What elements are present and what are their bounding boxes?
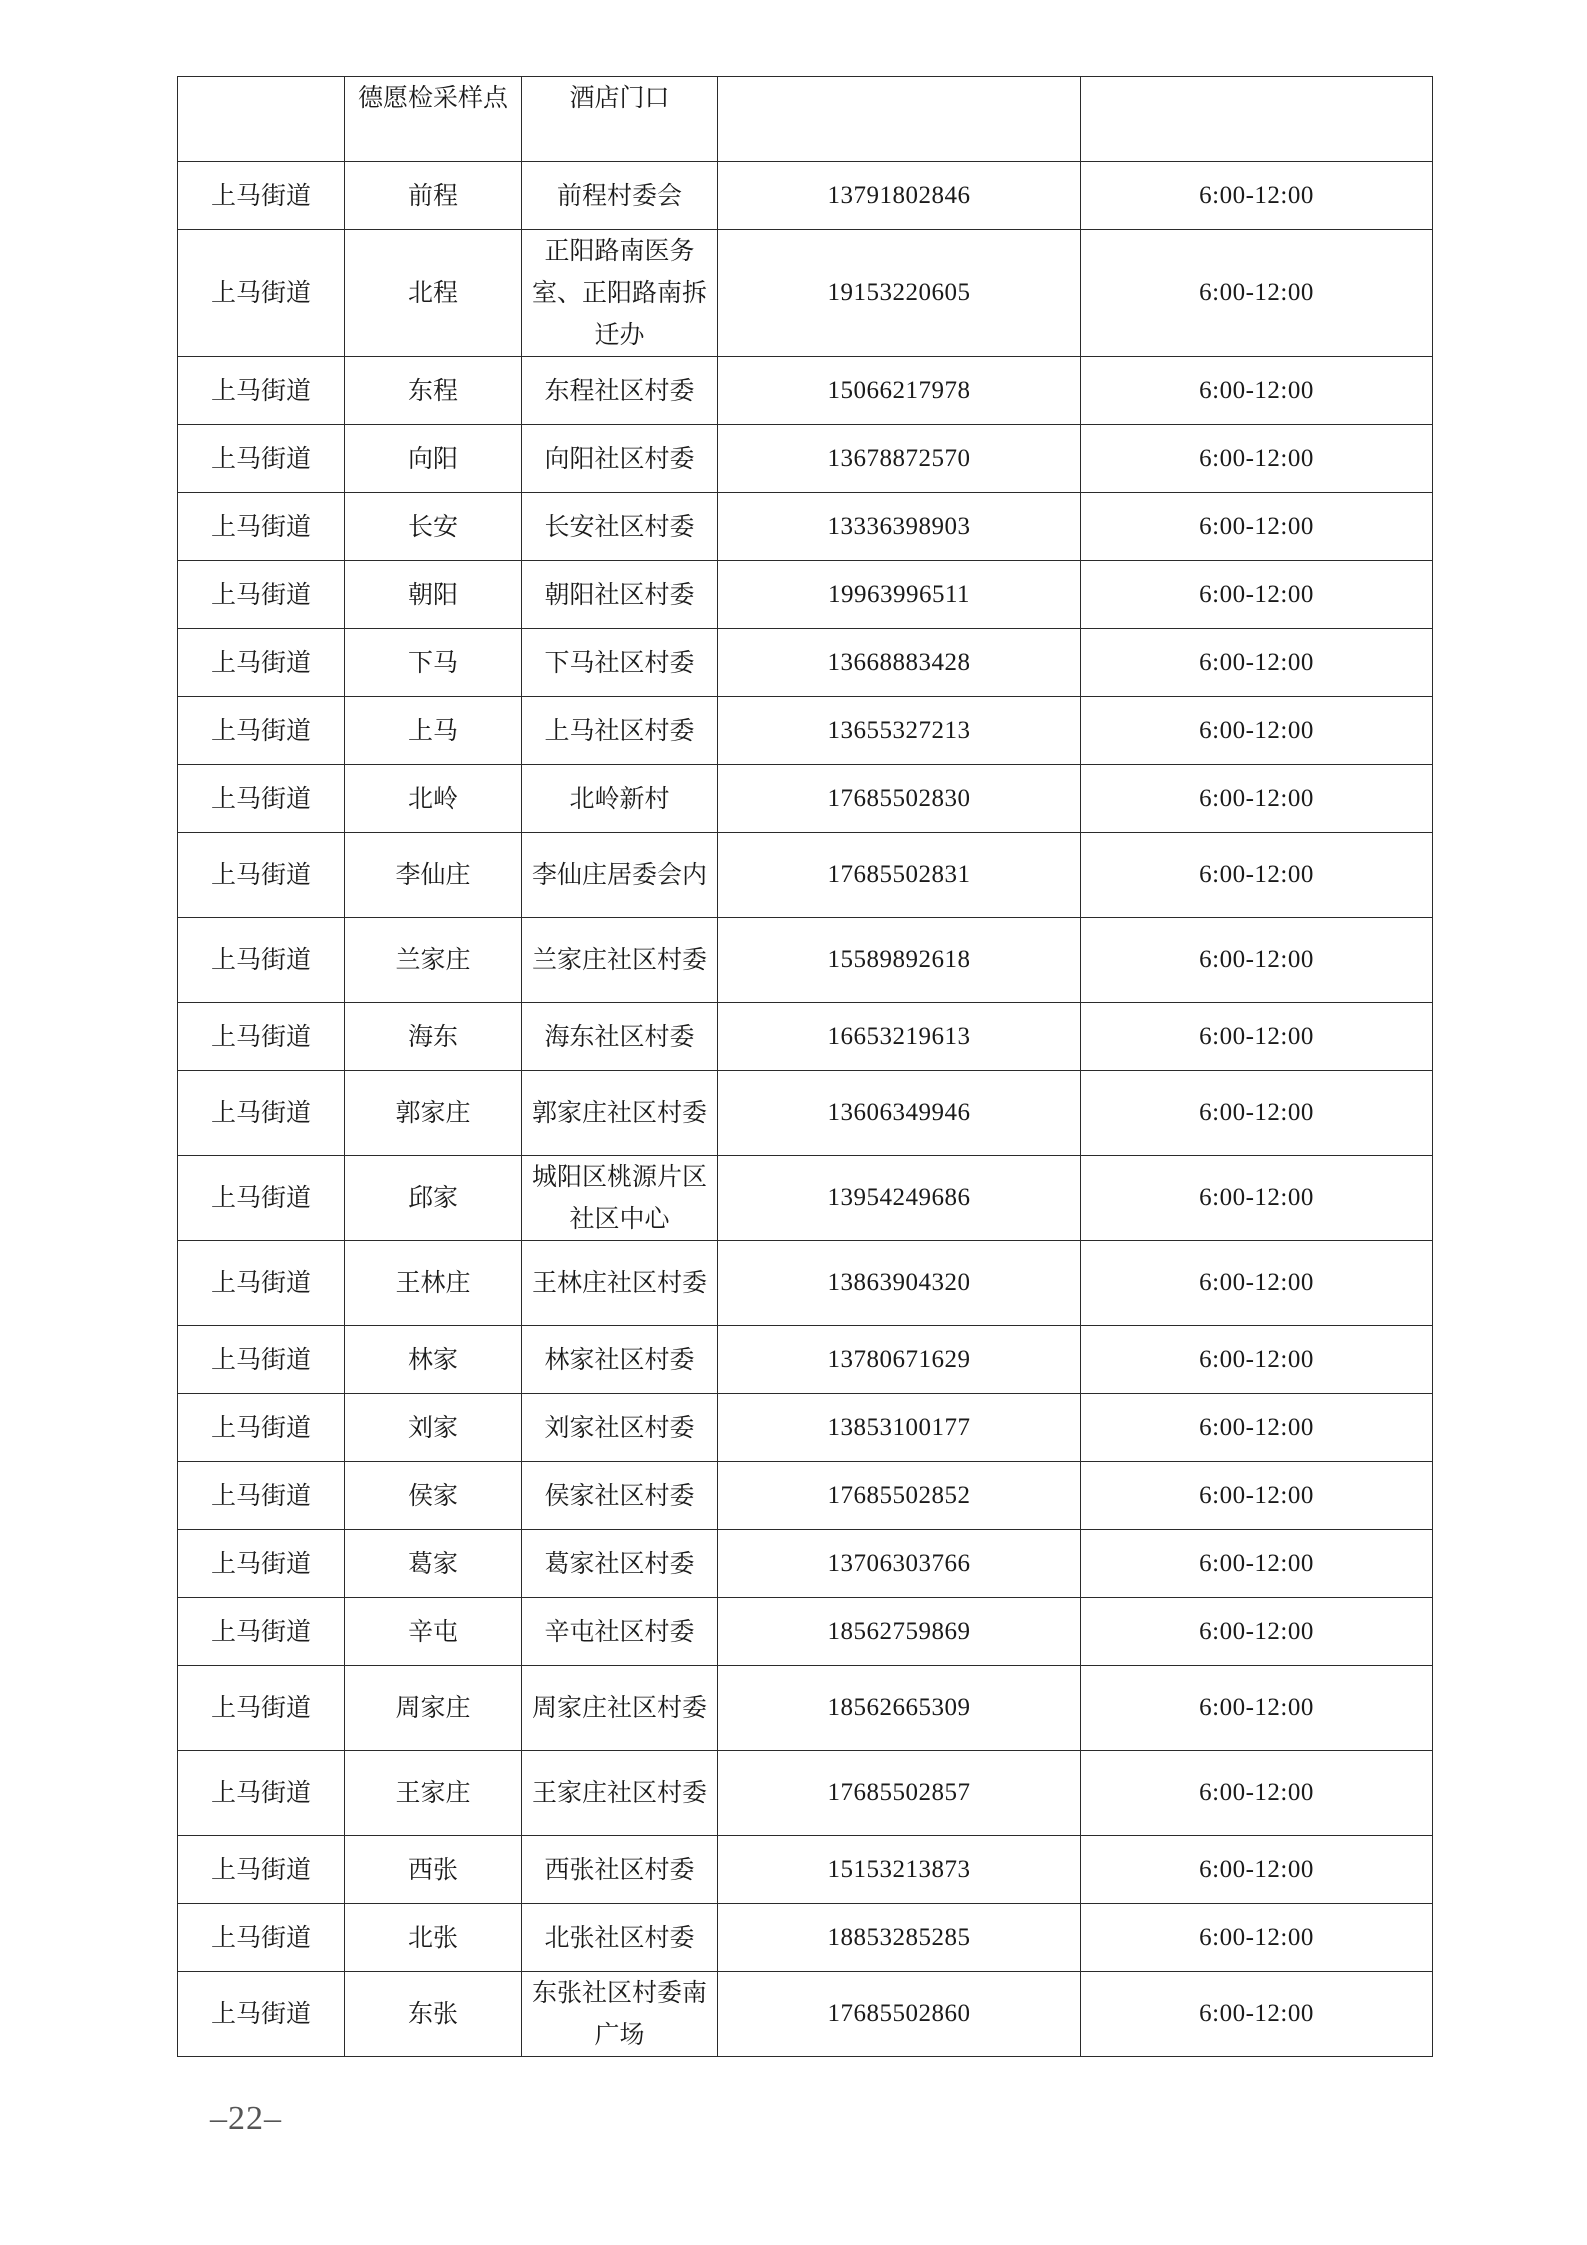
phone-cell: 19153220605 [718,230,1081,357]
location-cell: 正阳路南医务室、正阳路南拆迁办 [522,230,718,357]
location-cell: 东张社区村委南广场 [522,1972,718,2057]
hours-cell: 6:00-12:00 [1081,1326,1433,1394]
hours-cell: 6:00-12:00 [1081,1904,1433,1972]
phone-cell: 13678872570 [718,425,1081,493]
location-cell: 北张社区村委 [522,1904,718,1972]
village-cell: 邱家 [345,1156,522,1241]
phone-cell: 19963996511 [718,561,1081,629]
location-cell: 侯家社区村委 [522,1462,718,1530]
table-row [178,425,1433,493]
village-cell: 王家庄 [345,1751,522,1836]
phone-cell: 17685502831 [718,833,1081,918]
street-cell: 上马街道 [178,493,345,561]
hours-cell: 6:00-12:00 [1081,357,1433,425]
table-row [178,918,1433,1003]
location-cell: 辛屯社区村委 [522,1598,718,1666]
phone-cell: 15066217978 [718,357,1081,425]
phone-cell: 13791802846 [718,162,1081,230]
hours-cell: 6:00-12:00 [1081,162,1433,230]
location-cell: 长安社区村委 [522,493,718,561]
street-cell: 上马街道 [178,1156,345,1241]
table-row [178,1003,1433,1071]
location-cell: 郭家庄社区村委 [522,1071,718,1156]
location-cell: 兰家庄社区村委 [522,918,718,1003]
phone-cell: 13655327213 [718,697,1081,765]
phone-cell: 13606349946 [718,1071,1081,1156]
phone-cell: 13954249686 [718,1156,1081,1241]
location-cell: 前程村委会 [522,162,718,230]
location-cell: 东程社区村委 [522,357,718,425]
hours-cell: 6:00-12:00 [1081,1462,1433,1530]
village-cell: 向阳 [345,425,522,493]
table-row [178,1394,1433,1462]
phone-cell: 13706303766 [718,1530,1081,1598]
hours-cell: 6:00-12:00 [1081,918,1433,1003]
village-cell: 下马 [345,629,522,697]
phone-cell: 13336398903 [718,493,1081,561]
village-cell: 兰家庄 [345,918,522,1003]
street-cell: 上马街道 [178,1751,345,1836]
location-cell: 北岭新村 [522,765,718,833]
street-cell: 上马街道 [178,1394,345,1462]
hours-cell: 6:00-12:00 [1081,1071,1433,1156]
hours-cell: 6:00-12:00 [1081,425,1433,493]
table-row [178,1904,1433,1972]
street-cell: 上马街道 [178,918,345,1003]
village-cell: 辛屯 [345,1598,522,1666]
village-cell: 德愿检采样点 [345,77,522,162]
street-cell: 上马街道 [178,425,345,493]
phone-cell [718,77,1081,162]
village-cell: 郭家庄 [345,1071,522,1156]
table-row [178,1326,1433,1394]
phone-cell: 16653219613 [718,1003,1081,1071]
street-cell: 上马街道 [178,1241,345,1326]
street-cell [178,77,345,162]
street-cell: 上马街道 [178,1666,345,1751]
location-cell: 向阳社区村委 [522,425,718,493]
village-cell: 长安 [345,493,522,561]
location-cell: 李仙庄居委会内 [522,833,718,918]
village-cell: 北程 [345,230,522,357]
table-row [178,765,1433,833]
location-cell: 刘家社区村委 [522,1394,718,1462]
village-cell: 周家庄 [345,1666,522,1751]
hours-cell: 6:00-12:00 [1081,629,1433,697]
street-cell: 上马街道 [178,1530,345,1598]
village-cell: 东张 [345,1972,522,2057]
street-cell: 上马街道 [178,1904,345,1972]
sampling-sites-table [177,76,1433,2057]
village-cell: 朝阳 [345,561,522,629]
hours-cell: 6:00-12:00 [1081,1241,1433,1326]
location-cell: 周家庄社区村委 [522,1666,718,1751]
street-cell: 上马街道 [178,230,345,357]
hours-cell: 6:00-12:00 [1081,1666,1433,1751]
street-cell: 上马街道 [178,561,345,629]
street-cell: 上马街道 [178,1462,345,1530]
village-cell: 东程 [345,357,522,425]
village-cell: 王林庄 [345,1241,522,1326]
phone-cell: 17685502830 [718,765,1081,833]
table-row [178,1462,1433,1530]
village-cell: 西张 [345,1836,522,1904]
hours-cell [1081,77,1433,162]
phone-cell: 17685502852 [718,1462,1081,1530]
street-cell: 上马街道 [178,1003,345,1071]
table-row [178,493,1433,561]
village-cell: 刘家 [345,1394,522,1462]
phone-cell: 13863904320 [718,1241,1081,1326]
table-row [178,230,1433,357]
street-cell: 上马街道 [178,1598,345,1666]
table-row [178,1156,1433,1241]
hours-cell: 6:00-12:00 [1081,1836,1433,1904]
street-cell: 上马街道 [178,1836,345,1904]
hours-cell: 6:00-12:00 [1081,833,1433,918]
hours-cell: 6:00-12:00 [1081,1598,1433,1666]
table-row [178,833,1433,918]
table-row [178,1836,1433,1904]
village-cell: 北岭 [345,765,522,833]
location-cell: 上马社区村委 [522,697,718,765]
location-cell: 城阳区桃源片区社区中心 [522,1156,718,1241]
hours-cell: 6:00-12:00 [1081,1003,1433,1071]
village-cell: 海东 [345,1003,522,1071]
table-row [178,1241,1433,1326]
village-cell: 前程 [345,162,522,230]
table-row [178,162,1433,230]
location-cell: 海东社区村委 [522,1003,718,1071]
table-row [178,1751,1433,1836]
phone-cell: 18853285285 [718,1904,1081,1972]
phone-cell: 18562759869 [718,1598,1081,1666]
village-cell: 林家 [345,1326,522,1394]
table-row [178,1972,1433,2057]
location-cell: 林家社区村委 [522,1326,718,1394]
street-cell: 上马街道 [178,1071,345,1156]
phone-cell: 13853100177 [718,1394,1081,1462]
table-row [178,1071,1433,1156]
hours-cell: 6:00-12:00 [1081,1751,1433,1836]
hours-cell: 6:00-12:00 [1081,561,1433,629]
village-cell: 北张 [345,1904,522,1972]
phone-cell: 15153213873 [718,1836,1081,1904]
hours-cell: 6:00-12:00 [1081,765,1433,833]
table-row [178,77,1433,162]
table-row [178,1598,1433,1666]
hours-cell: 6:00-12:00 [1081,1972,1433,2057]
location-cell: 酒店门口 [522,77,718,162]
village-cell: 李仙庄 [345,833,522,918]
hours-cell: 6:00-12:00 [1081,1156,1433,1241]
location-cell: 下马社区村委 [522,629,718,697]
hours-cell: 6:00-12:00 [1081,1530,1433,1598]
table-row [178,357,1433,425]
village-cell: 葛家 [345,1530,522,1598]
street-cell: 上马街道 [178,697,345,765]
hours-cell: 6:00-12:00 [1081,697,1433,765]
location-cell: 王家庄社区村委 [522,1751,718,1836]
street-cell: 上马街道 [178,765,345,833]
phone-cell: 17685502860 [718,1972,1081,2057]
phone-cell: 17685502857 [718,1751,1081,1836]
phone-cell: 13668883428 [718,629,1081,697]
table-row [178,1530,1433,1598]
location-cell: 朝阳社区村委 [522,561,718,629]
location-cell: 葛家社区村委 [522,1530,718,1598]
village-cell: 上马 [345,697,522,765]
hours-cell: 6:00-12:00 [1081,230,1433,357]
table-row [178,629,1433,697]
table-row [178,1666,1433,1751]
street-cell: 上马街道 [178,1972,345,2057]
hours-cell: 6:00-12:00 [1081,493,1433,561]
page-number: –22– [210,2100,282,2137]
street-cell: 上马街道 [178,162,345,230]
hours-cell: 6:00-12:00 [1081,1394,1433,1462]
street-cell: 上马街道 [178,357,345,425]
table-row [178,561,1433,629]
phone-cell: 15589892618 [718,918,1081,1003]
street-cell: 上马街道 [178,1326,345,1394]
phone-cell: 18562665309 [718,1666,1081,1751]
street-cell: 上马街道 [178,833,345,918]
phone-cell: 13780671629 [718,1326,1081,1394]
village-cell: 侯家 [345,1462,522,1530]
table-body [178,77,1433,2057]
location-cell: 王林庄社区村委 [522,1241,718,1326]
street-cell: 上马街道 [178,629,345,697]
location-cell: 西张社区村委 [522,1836,718,1904]
table-row [178,697,1433,765]
